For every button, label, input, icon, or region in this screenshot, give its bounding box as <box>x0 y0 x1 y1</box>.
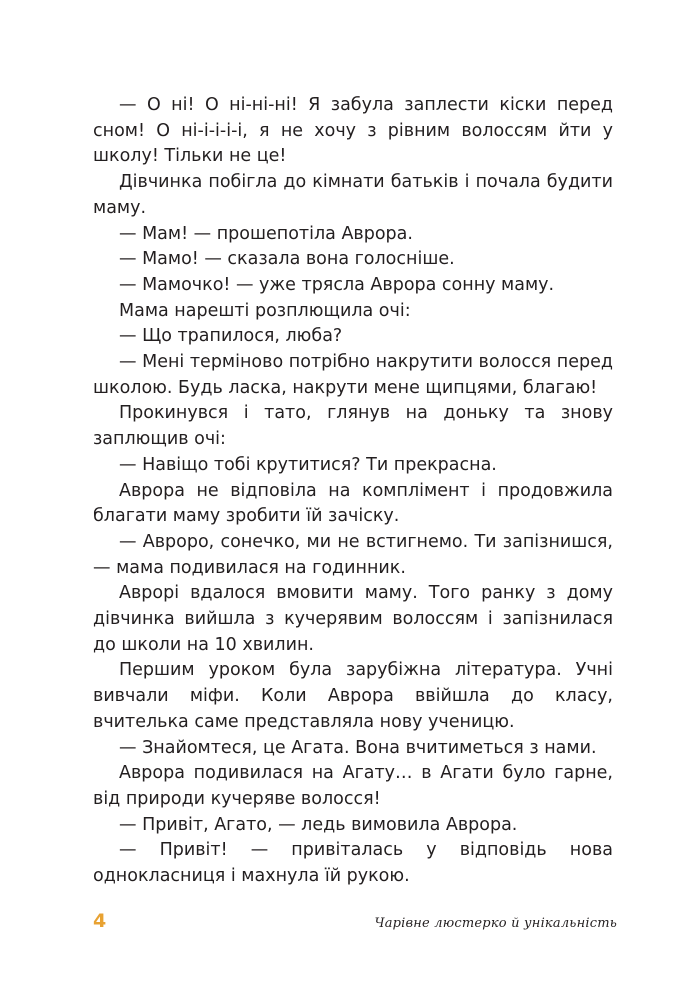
paragraph: — Мам! — прошепотіла Аврора. <box>119 223 413 244</box>
running-title: Чарівне люстерко й унікальність <box>374 916 617 931</box>
paragraph: — Мамо! — сказала вона голосніше. <box>119 249 455 270</box>
paragraph: — Привіт, Агато, — ледь вимовила Аврора. <box>119 814 518 835</box>
paragraph: Прокинувся і тато, глянув на доньку та знову заплющив очі: <box>93 403 613 450</box>
paragraph: Аврора не відповіла на комплімент і продовжила благати маму зробити їй зачіску. <box>93 480 613 527</box>
paragraph: — Авроро, сонечко, ми не встигнемо. Ти запізнишся, — мама подивилася на годинник. <box>93 531 613 578</box>
paragraph: Першим уроком була зарубіжна література. Учні вивчали міфи. Коли Аврора ввійшла до класу, вчителька саме представляла нову ученицю. <box>93 660 613 732</box>
body-text <box>93 93 613 890</box>
paragraph: Мама нарешті розплющила очі: <box>119 300 411 321</box>
page-number: 4 <box>93 910 107 932</box>
paragraph: Аврора подивилася на Агату… в Агати було гарне, від природи кучеряве волосся! <box>93 763 613 809</box>
paragraph: — Мамочко! — уже трясла Аврора сонну маму. <box>119 274 555 295</box>
paragraph: — Що трапилося, люба? <box>119 326 343 347</box>
paragraph: — Навіщо тобі крутитися? Ти прекрасна. <box>119 454 497 475</box>
paragraph: Дівчинка побігла до кімнати батьків і почала будити маму. <box>93 172 613 218</box>
paragraph: — Привіт! — привіталась у відповідь нова однокласниця і махнула їй рукою. <box>93 840 613 887</box>
paragraph: — О ні! О ні-ні-ні! Я забула заплести кіски перед сном! О ні-і-і-і-і, я не хочу з рівним волоссям йти у школу! Тільки не це! <box>93 95 613 167</box>
paragraph: — Мені терміново потрібно накрутити волосся перед школою. Будь ласка, накрути мене щипцями, благаю! <box>93 352 613 398</box>
paragraph: — Знайомтеся, це Агата. Вона вчитиметься з нами. <box>119 737 597 758</box>
paragraph: Аврорі вдалося вмовити маму. Того ранку з дому дівчинка вийшла з кучерявим волоссям і запізнилася до школи на 10 хвилин. <box>93 583 613 655</box>
